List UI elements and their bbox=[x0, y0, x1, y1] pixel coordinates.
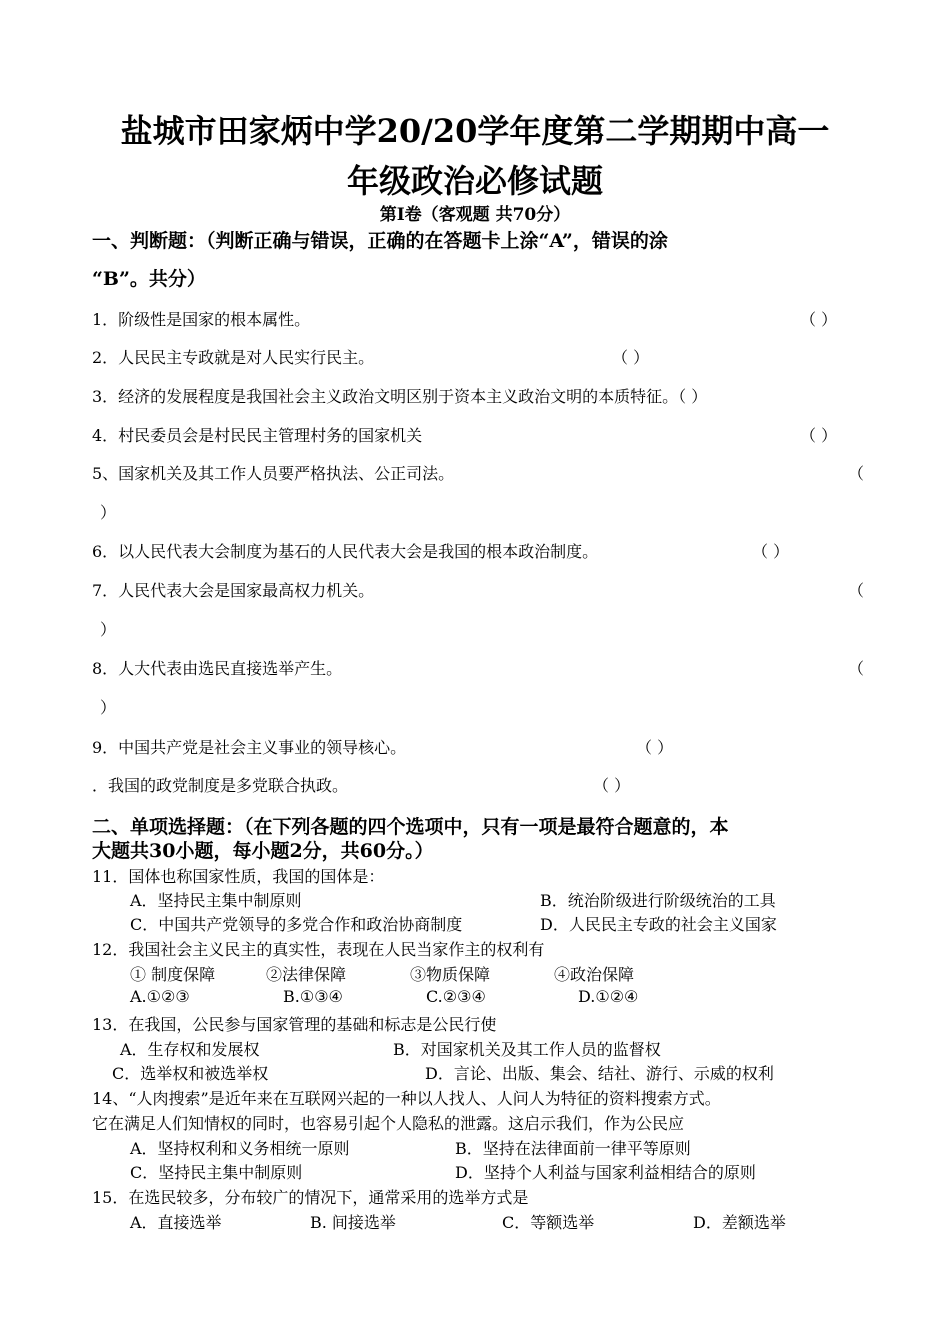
answer-bracket-close: ） bbox=[100, 698, 117, 717]
q12-statement-3: ③物质保障 bbox=[410, 965, 491, 984]
question-14-stem-line2: 它在满足人们知情权的同时，也容易引起个人隐私的泄露。这启示我们，作为公民应 bbox=[92, 1114, 685, 1133]
question-12-stem: 12．我国社会主义民主的真实性，表现在人民当家作主的权利有 bbox=[92, 940, 545, 959]
q11-option-b: B．统治阶级进行阶级统治的工具 bbox=[540, 891, 776, 910]
q11-option-c: C．中国共产党领导的多党合作和政治协商制度 bbox=[130, 915, 463, 934]
answer-bracket: （ ） bbox=[800, 426, 838, 445]
q12-statement-2: ②法律保障 bbox=[266, 965, 347, 984]
judge-item-5: 5、国家机关及其工作人员要严格执法、公正司法。 bbox=[92, 464, 455, 483]
q12-statement-1: ① 制度保障 bbox=[130, 965, 216, 984]
question-11-stem: 11．国体也称国家性质，我国的国体是： bbox=[92, 867, 385, 886]
question-15-stem: 15．在选民较多，分布较广的情况下，通常采用的选举方式是 bbox=[92, 1188, 529, 1207]
q15-option-b: B. 间接选举 bbox=[310, 1213, 396, 1232]
q11-option-a: A．坚持民主集中制原则 bbox=[130, 891, 302, 910]
q14-option-b: B．坚持在法律面前一律平等原则 bbox=[455, 1139, 691, 1158]
section1-heading-line1: 一、判断题：（判断正确与错误，正确的在答题卡上涂“A”，错误的涂 bbox=[92, 230, 668, 252]
answer-bracket: （ ） bbox=[752, 542, 790, 561]
q14-option-d: D．坚持个人利益与国家利益相结合的原则 bbox=[455, 1163, 756, 1182]
paper-subtitle: 第Ⅰ卷（客观题 共70分） bbox=[379, 205, 571, 225]
judge-item-1: 1．阶级性是国家的根本属性。 bbox=[92, 310, 311, 329]
answer-bracket: （ ） bbox=[612, 348, 650, 367]
answer-bracket-open: （ bbox=[848, 464, 865, 483]
section2-heading-line1: 二、单项选择题：（在下列各题的四个选项中，只有一项是最符合题意的，本 bbox=[92, 816, 729, 838]
q13-option-c: C．选举权和被选举权 bbox=[112, 1064, 269, 1083]
q14-option-c: C．坚持民主集中制原则 bbox=[130, 1163, 303, 1182]
judge-item-10: ．我国的政党制度是多党联合执政。 bbox=[92, 776, 349, 795]
q13-option-b: B．对国家机关及其工作人员的监督权 bbox=[393, 1040, 661, 1059]
q15-option-a: A．直接选举 bbox=[130, 1213, 222, 1232]
exam-title-line1: 盐城市田家炳中学20/20学年度第二学期期中高一 bbox=[120, 112, 830, 150]
exam-title-line2: 年级政治必修试题 bbox=[346, 162, 603, 200]
q12-option-c: C.②③④ bbox=[426, 987, 486, 1006]
judge-item-3: 3．经济的发展程度是我国社会主义政治文明区别于资本主义政治文明的本质特征。（ ） bbox=[92, 387, 708, 406]
q15-option-d: D．差额选举 bbox=[693, 1213, 786, 1232]
question-14-stem-line1: 14、“人肉搜索”是近年来在互联网兴起的一种以人找人、人问人为特征的资料搜索方式。 bbox=[92, 1089, 721, 1108]
q11-option-d: D．人民民主专政的社会主义国家 bbox=[540, 915, 777, 934]
q12-option-b: B.①③④ bbox=[283, 987, 343, 1006]
judge-item-4: 4．村民委员会是村民民主管理村务的国家机关 bbox=[92, 426, 423, 445]
answer-bracket-open: （ bbox=[848, 581, 865, 600]
judge-item-7: 7．人民代表大会是国家最高权力机关。 bbox=[92, 581, 375, 600]
section1-heading-line2: “B”。共分） bbox=[92, 268, 206, 290]
q12-option-d: D.①②④ bbox=[578, 987, 639, 1006]
judge-item-8: 8．人大代表由选民直接选举产生。 bbox=[92, 659, 343, 678]
judge-item-2: 2．人民民主专政就是对人民实行民主。 bbox=[92, 348, 375, 367]
q12-option-a: A.①②③ bbox=[130, 987, 190, 1006]
answer-bracket-open: （ bbox=[848, 659, 865, 678]
judge-item-6: 6．以人民代表大会制度为基石的人民代表大会是我国的根本政治制度。 bbox=[92, 542, 599, 561]
answer-bracket: （ ） bbox=[593, 776, 631, 795]
judge-item-9: 9．中国共产党是社会主义事业的领导核心。 bbox=[92, 738, 407, 757]
answer-bracket-close: ） bbox=[100, 620, 117, 639]
answer-bracket: （ ） bbox=[636, 738, 674, 757]
question-13-stem: 13．在我国，公民参与国家管理的基础和标志是公民行使 bbox=[92, 1015, 497, 1034]
q13-option-a: A．生存权和发展权 bbox=[120, 1040, 260, 1059]
q12-statement-4: ④政治保障 bbox=[554, 965, 635, 984]
answer-bracket-close: ） bbox=[100, 503, 117, 522]
q15-option-c: C．等额选举 bbox=[502, 1213, 595, 1232]
q13-option-d: D．言论、出版、集会、结社、游行、示威的权利 bbox=[425, 1064, 774, 1083]
q14-option-a: A．坚持权利和义务相统一原则 bbox=[130, 1139, 350, 1158]
section2-heading-line2: 大题共30小题，每小题2分，共60分。） bbox=[92, 840, 434, 862]
answer-bracket: （ ） bbox=[800, 310, 838, 329]
